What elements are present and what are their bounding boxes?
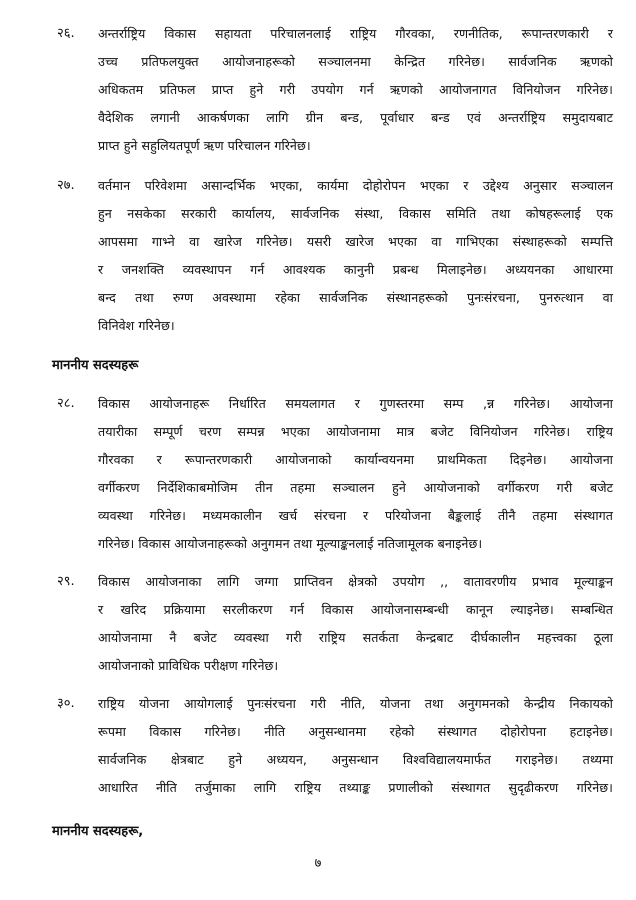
paragraph-line: राष्ट्रिय योजना आयोगलाई पुनःसंरचना गरी नीति, योजना तथा अनुगमनको केन्द्रीय निकायको — [98, 696, 613, 711]
paragraph-line: विकास आयोजनाका लागि जग्गा प्राप्तिवन क्षेत्रको उपयोग ,, वातावरणीय प्रभाव मूल्याङ्कन — [98, 574, 613, 589]
paragraph-number: २९. — [57, 574, 75, 589]
page-number: ७ — [314, 856, 322, 871]
paragraph-line: अधिकतम प्रतिफल प्राप्त हुने गरी उपयोग गर्न ऋणको आयोजनागत विनियोजन गरिनेछ। — [98, 82, 613, 97]
paragraph-number: २८. — [57, 396, 75, 411]
paragraph-line: विनिवेश गरिनेछ। — [98, 318, 175, 333]
paragraph-line: रूपमा विकास गरिनेछ। नीति अनुसन्धानमा रहेको संस्थागत दोहोरोपना हटाइनेछ। — [98, 724, 613, 739]
paragraph-line: तयारीका सम्पूर्ण चरण सम्पन्न भएका आयोजनामा मात्र बजेट विनियोजन गरिनेछ। राष्ट्रिय — [98, 424, 613, 439]
paragraph-line: सार्वजनिक क्षेत्रबाट हुने अध्ययन, अनुसन्धान विश्वविद्यालयमार्फत गराइनेछ। तथ्यमा — [98, 752, 613, 767]
paragraph-line: र जनशक्ति व्यवस्थापन गर्न आवश्यक कानुनी प्रबन्ध मिलाइनेछ। अध्ययनका आधारमा — [98, 262, 613, 277]
paragraph-number: ३०. — [57, 696, 75, 711]
paragraph-line: वर्तमान परिवेशमा असान्दर्भिक भएका, कार्यमा दोहोरोपन भएका र उद्देश्य अनुसार सञ्चालन — [98, 178, 613, 193]
paragraph-line: आयोजनाको प्राविधिक परीक्षण गरिनेछ। — [98, 658, 279, 673]
paragraph-line: वैदेशिक लगानी आकर्षणका लागि ग्रीन बन्ड, पूर्वाधार बन्ड एवं अन्तर्राष्ट्रिय समुदायबाट — [98, 110, 613, 125]
paragraph-line: आपसमा गाभ्ने वा खारेज गरिनेछ। यसरी खारेज भएका वा गाभिएका संस्थाहरूको सम्पत्ति — [98, 234, 613, 249]
section-heading: माननीय सदस्यहरू — [52, 358, 139, 373]
paragraph-line: विकास आयोजनाहरू निर्धारित समयलागत र गुणस्तरमा सम्प ,न्न गरिनेछ। आयोजना — [98, 396, 613, 411]
paragraph-number: २७. — [57, 178, 75, 193]
section-heading: माननीय सदस्यहरू, — [52, 824, 144, 839]
paragraph-line: वर्गीकरण निर्देशिकाबमोजिम तीन तहमा सञ्चालन हुने आयोजनाको वर्गीकरण गरी बजेट — [98, 480, 613, 495]
paragraph-line: व्यवस्था गरिनेछ। मध्यमकालीन खर्च संरचना र परियोजना बैङ्कलाई तीनै तहमा संस्थागत — [98, 508, 613, 523]
paragraph-line: आधारित नीति तर्जुमाका लागि राष्ट्रिय तथ्याङ्क प्रणालीको संस्थागत सुदृढीकरण गरिनेछ। — [98, 780, 613, 795]
paragraph-line: गरिनेछ। विकास आयोजनाहरूको अनुगमन तथा मूल्याङ्कनलाई नतिजामूलक बनाइनेछ। — [98, 536, 483, 551]
paragraph-line: बन्द तथा रुग्ण अवस्थामा रहेका सार्वजनिक संस्थानहरूको पुनःसंरचना, पुनरुत्थान वा — [98, 290, 613, 305]
paragraph-number: २६. — [57, 26, 75, 41]
paragraph-line: गौरवका र रूपान्तरणकारी आयोजनाको कार्यान्वयनमा प्राथमिकता दिइनेछ। आयोजना — [98, 452, 613, 467]
paragraph-line: अन्तर्राष्ट्रिय विकास सहायता परिचालनलाई राष्ट्रिय गौरवका, रणनीतिक, रूपान्तरणकारी र — [98, 26, 613, 41]
paragraph-line: र खरिद प्रक्रियामा सरलीकरण गर्न विकास आयोजनासम्बन्धी कानून ल्याइनेछ। सम्बन्धित — [98, 602, 613, 617]
paragraph-line: उच्च प्रतिफलयुक्त आयोजनाहरूको सञ्चालनमा केन्द्रित गरिनेछ। सार्वजनिक ऋणको — [98, 54, 613, 69]
paragraph-line: आयोजनामा नै बजेट व्यवस्था गरी राष्ट्रिय सतर्कता केन्द्रबाट दीर्घकालीन महत्त्वका ठूला — [98, 630, 613, 645]
paragraph-line: प्राप्त हुने सहुलियतपूर्ण ऋण परिचालन गरिनेछ। — [98, 138, 311, 153]
paragraph-line: हुन नसकेका सरकारी कार्यालय, सार्वजनिक संस्था, विकास समिति तथा कोषहरूलाई एक — [98, 206, 613, 221]
